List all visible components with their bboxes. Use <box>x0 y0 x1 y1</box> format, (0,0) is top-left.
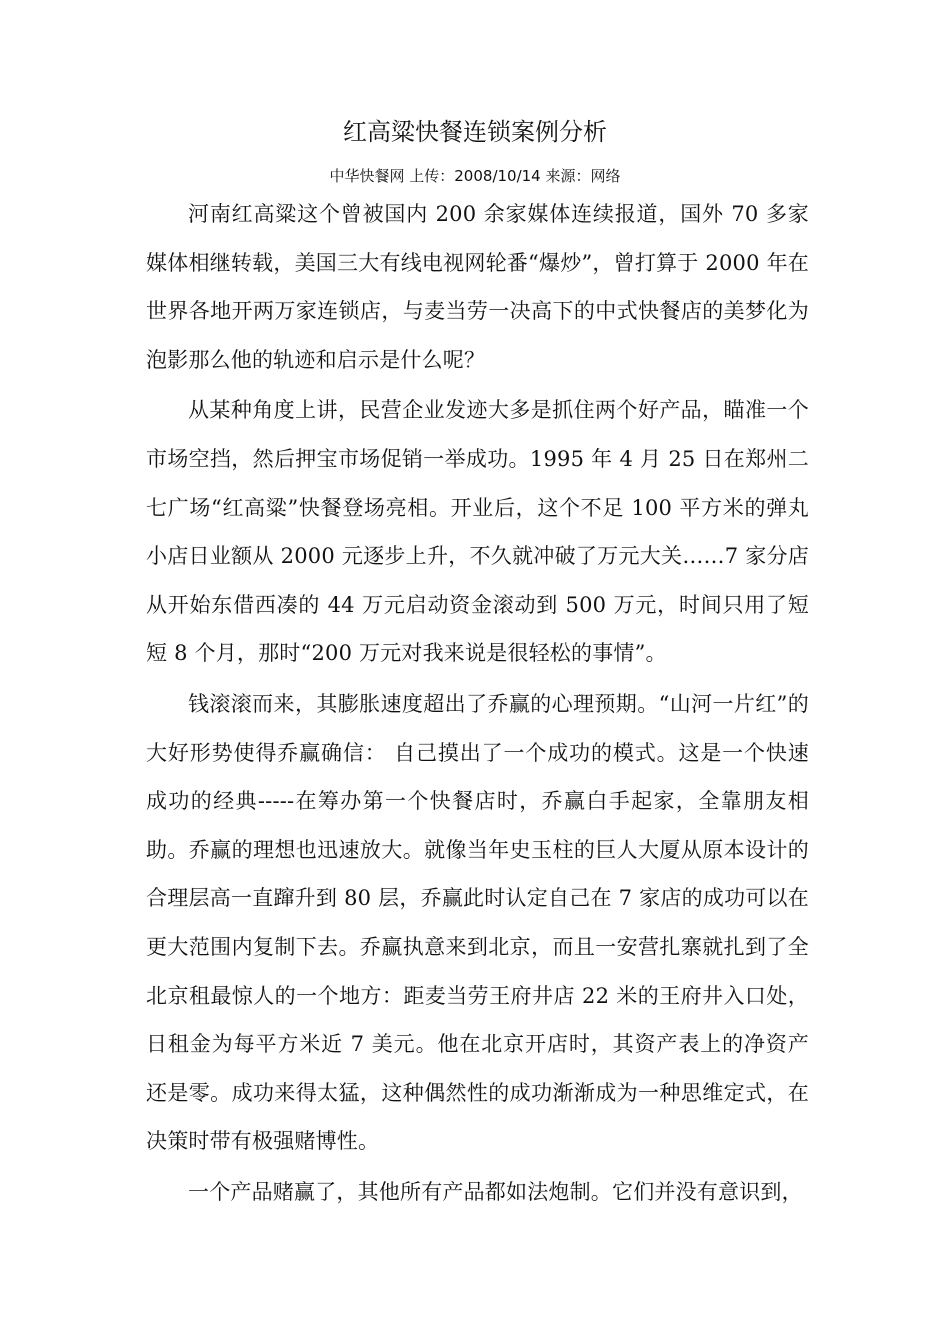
paragraph-3: 钱滚滚而来，其膨胀速度超出了乔赢的心理预期。“山河一片红”的大好形势使得乔赢确信： 自己摸出了一个成功的模式。这是一个快速成功的经典-----在筹办第一个快餐店时，乔赢白手起家，全靠朋友相助。乔赢的理想也迅速放大。就像当年史玉柱的巨人大厦从原本设计的合理层高一直蹿升到 80 层，乔赢此时认定自己在 7 家店的成功可以在更大范围内复制下去。乔赢执意来到北京，而且一安营扎寨就扎到了全北京租最惊人的一个地方：距麦当劳王府井店 22 米的王府井入口处，日租金为每平方米近 7 美元。他在北京开店时，其资产表上的净资产还是零。成功来得太猛，这种偶然性的成功渐渐成为一种思维定式，在决策时带有极强赌博性。 <box>146 691 809 1154</box>
upload-date: 2008/10/14 <box>454 167 541 185</box>
document-title: 红高粱快餐连锁案例分析 <box>343 118 607 146</box>
source-label: 来源： <box>545 167 591 185</box>
document-meta <box>0 164 950 188</box>
paragraph-1: 河南红高粱这个曾被国内 200 余家媒体连续报道，国外 70 多家媒体相继转载，美国三大有线电视网轮番“爆炒”，曾打算于 2000 年在世界各地开两万家连锁店，与麦当劳一决高下的中式快餐店的美梦化为泡影那么他的轨迹和启示是什么呢？ <box>146 202 809 372</box>
source-site: 中华快餐网 <box>329 167 405 185</box>
paragraph-4: 一个产品赌赢了，其他所有产品都如法炮制。它们并没有意识到， <box>188 1179 803 1204</box>
paragraph-2: 从某种角度上讲，民营企业发迹大多是抓住两个好产品，瞄准一个市场空挡，然后押宝市场促销一举成功。1995 年 4 月 25 日在郑州二七广场“红高粱”快餐登场亮相。开业后，这个不足 100 平方米的弹丸小店日业额从 2000 元逐步上升，不久就冲破了万元大关……7 家分店从开始东借西凑的 44 万元启动资金滚动到 500 万元，时间只用了短短 8 个月，那时“200 万元对我来说是很轻松的事情”。 <box>146 398 809 666</box>
upload-label: 上传： <box>409 167 455 185</box>
source-value: 网络 <box>590 167 621 185</box>
article-body <box>146 190 809 1218</box>
